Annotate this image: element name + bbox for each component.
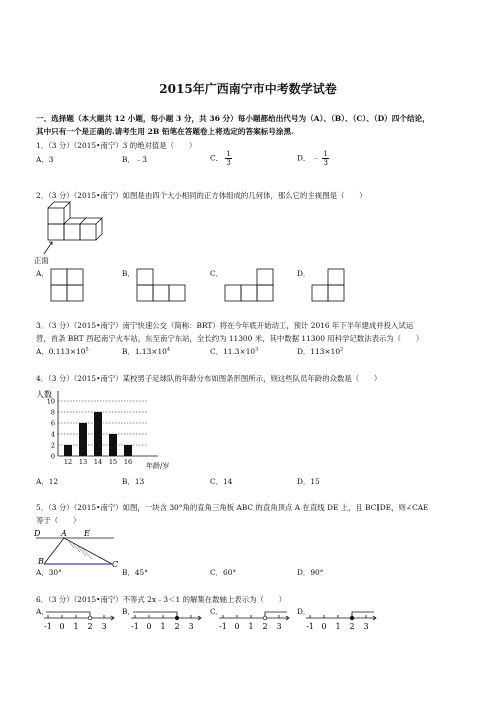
q5-line-1: 5．（3 分）（2015•南宁）如图，一块含 30°角的直角三角板 ABC 的直角顶点 A 在直线 DE 上，且 BC∥DE，则∠CAE [36,503,429,512]
q6-stem: 6．（3 分）（2015•南宁）不等式 2x﹣3＜1 的解集在数轴上表示为（ ） [36,595,287,604]
q5-label-b: B [38,557,44,566]
q1-option-d [297,150,329,167]
chart-y-tick-label: 2 [50,441,55,450]
section-heading [36,112,430,138]
q5-label-c: C [112,560,119,568]
q1-option-c-fraction [225,150,231,167]
q1-stem: 1．（3 分）（2015•南宁）3 的绝对值是（ ） [36,141,197,150]
q6-number-line-c [219,612,289,631]
chart-y-tick-label: 4 [50,430,55,439]
q3-b-exponent: 4 [166,346,171,353]
q2-stem: 2．（3 分）（2015•南宁）如图是由四个大小相同的正方体组成的几何体，那么它的主视图是（ ） [36,191,367,200]
q1-c-numerator: 1 [226,150,231,158]
solution-ray [352,612,374,618]
q1-option-d-fraction [322,150,328,167]
q4-bar-chart [34,386,194,472]
q3-line-2: 营，首条 BRT 西起南宁火车站，东至南宁东站，全长约为 11300 米，其中数据 11300 用科学记数法表示为（ ） [36,334,424,343]
q1-option-a: A．3 [36,155,54,164]
q2-option-a: A． [36,269,49,278]
endpoint-marker [350,616,354,620]
endpoint-marker [88,616,92,620]
q1-option-b: B．﹣3 [122,155,147,164]
chart-y-axis-label: 人数 [36,390,52,399]
q1-option-c [210,150,232,167]
q5-line-2: 等于（ ） [36,516,81,525]
number-line-tick-label: -1 [131,622,139,631]
q6-number-line-d [306,612,376,631]
number-line-tick-label: 0 [59,622,65,631]
chart-x-tick-label: 15 [108,458,118,466]
number-line-tick-label: -1 [44,622,52,631]
q4-stem: 4．（3 分）（2015•南宁）某校男子足球队的年龄分布如图条形图所示，则这些队员年龄的众数是（ ） [36,374,382,383]
endpoint-marker [175,616,179,620]
q4-option-d: D．15 [297,477,320,486]
q1-d-numerator: 1 [323,150,328,158]
chart-x-axis-label: 年龄/岁 [146,462,170,470]
q6-option-a: A． [36,607,49,616]
q2-option-d-view [311,268,353,302]
solution-ray [46,612,90,618]
q1-c-denominator: 3 [226,159,231,167]
q3-a-text: A．0.113×10 [36,347,86,356]
page-title: 2015年广西南宁市中考数学试卷 [159,82,337,96]
q4-option-b: B．13 [122,477,145,486]
q3-d-text: D．113×10 [297,347,341,356]
q2-option-b: B． [122,269,135,278]
number-line-tick-label: 2 [262,622,268,631]
q2-front-label: 正面 [34,256,49,265]
solution-ray [265,612,287,618]
q5-option-a: A．30° [36,568,62,577]
q3-c-exponent: 3 [255,346,259,353]
endpoint-marker [263,616,267,620]
q3-line-1: 3．（3 分）（2015•南宁）南宁快速公交（简称：BRT）将在今年底开始动工，预计 2016 年下半年建成并投入试运 [36,321,414,330]
section-line-1: 一、选择题（本大题共 12 小题，每小题 3 分，共 36 分）每小题都给出代号为（A）、（B）、（C）、（D）四个结论， [36,114,430,123]
number-line-tick-label: 0 [321,622,327,631]
number-line-tick-label: 1 [160,622,166,631]
q2-option-b-view [136,268,186,302]
q3-b-text: B．1.13×10 [122,347,167,356]
q3-d-exponent: 2 [340,346,344,353]
number-line-tick-label: 3 [188,622,194,631]
q6-option-c: C． [210,607,224,616]
q3-a-exponent: 5 [85,346,89,353]
q5-triangle-figure [34,526,144,568]
number-line-tick-label: 0 [146,622,152,631]
number-line-tick-label: 0 [234,622,240,631]
chart-origin-label: 0 [50,452,55,461]
q6-number-line-a [44,612,114,631]
number-line-tick-label: 2 [349,622,355,631]
q5-label-a: A [61,529,67,538]
q3-option-d [297,346,343,357]
q2-option-a-view [50,268,92,302]
section-line-2: 其中只有一个是正确的.请考生用 2B 铅笔在答题卷上将选定的答案标号涂黑. [36,127,294,136]
q2-option-d: D． [297,269,311,278]
q3-c-text: C．11.3×10 [210,347,256,356]
q2-option-c-view [224,268,274,302]
q1-option-c-label: C． [210,153,224,163]
number-line-tick-label: 3 [363,622,369,631]
number-line-tick-label: 1 [73,622,79,631]
number-line-tick-label: -1 [306,622,314,631]
chart-x-tick-label: 16 [123,458,133,466]
chart-x-tick-label: 12 [63,458,73,466]
chart-y-tick-label: 8 [50,408,55,417]
q2-cube-figure [40,198,110,258]
chart-y-tick-label: 10 [46,397,55,406]
q5-option-b: B．45° [122,568,148,577]
q1-d-denominator: 3 [323,159,328,167]
number-line-tick-label: 2 [174,622,180,631]
q3-option-c [210,346,258,357]
chart-y-tick-label: 6 [50,419,55,428]
q5-label-e: E [84,529,90,538]
solution-ray [133,612,177,618]
chart-x-tick-label: 14 [93,458,103,466]
q4-option-c: C．14 [210,477,233,486]
number-line-tick-label: 2 [87,622,93,631]
q6-number-lines [40,608,400,634]
q1-d-sign: ﹣ [312,153,321,163]
q2-option-c: C． [210,269,224,278]
q6-option-d: D． [297,607,311,616]
q5-option-d: D．90° [297,568,324,577]
q1-option-d-label: D． [297,153,311,163]
q6-number-line-b [131,612,201,631]
q6-option-b: B． [122,607,135,616]
q5-option-c: C．60° [210,568,237,577]
number-line-tick-label: 3 [101,622,107,631]
chart-x-tick-label: 13 [78,458,88,466]
number-line-tick-label: 3 [276,622,282,631]
number-line-tick-label: -1 [219,622,227,631]
q4-option-a: A．12 [36,477,59,486]
q5-label-d: D [34,529,41,538]
q3-option-a [36,346,89,357]
q3-option-b [122,346,170,357]
number-line-tick-label: 1 [248,622,254,631]
number-line-tick-label: 1 [335,622,341,631]
